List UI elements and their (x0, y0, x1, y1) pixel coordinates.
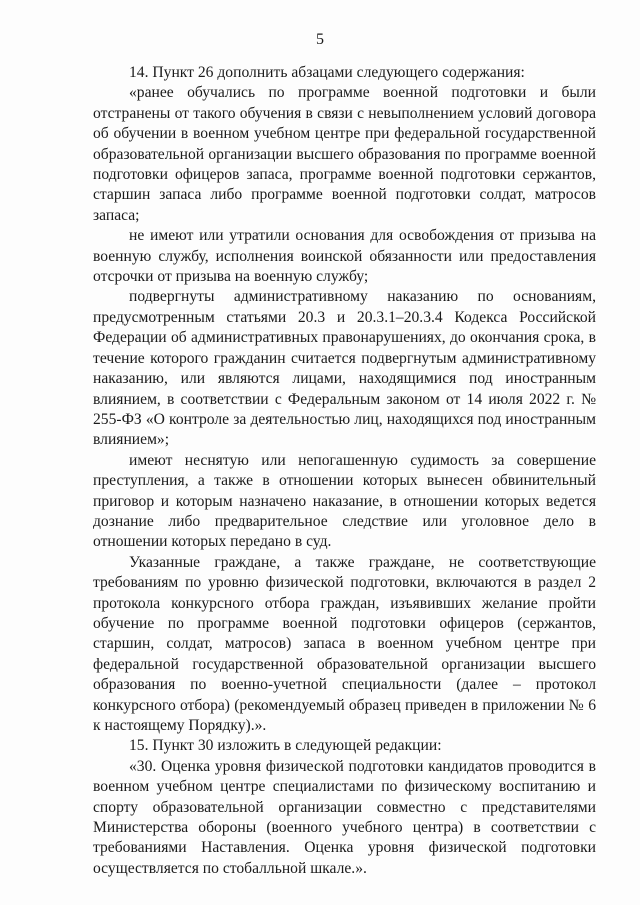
page-number: 5 (316, 31, 324, 48)
paragraph-criminal-record: имеют неснятую или непогашенную судимость за совершение преступления, а также в отношении которых вынесен обвинительный приговор и которым назначено наказание, в отношении которых ведется дознание либо предварительное следствие или уголовное дело в отношении которых передано в суд. (93, 451, 596, 551)
paragraph-item-30-text: «30. Оценка уровня физической подготовки кандидатов проводится в военном учебном центре специалистами по физическому воспитанию и спорту образовательной организации совместно с представителями Министерства обороны (военного учебного центра) в соответствии с требованиями Наставления. Оценка уровня физической подготовки осуществляется по стобалльной шкале.». (93, 757, 596, 877)
paragraph-protocol-section-2: Указанные граждане, а также граждане, не соответствующие требованиям по уровню физической подготовки, включаются в раздел 2 протокола конкурсного отбора граждан, изъявивших желание пройти обучение по программе военной подготовки офицеров (сержантов, старшин, солдат, матросов) запаса в военном учебном центре при федеральной государственной образовательной организации высшего образования по военно-учетной специальности (далее – протокол конкурсного отбора) (рекомендуемый образец приведен в приложении № 6 к настоящему Порядку).». (93, 553, 596, 734)
paragraph-item-14: 14. Пункт 26 дополнить абзацами следующего содержания: (129, 64, 525, 81)
paragraph-item-15: 15. Пункт 30 изложить в следующей редакции: (129, 737, 442, 755)
paragraph-no-exemption: не имеют или утратили основания для освобождения от призыва на военную службу, исполнения воинской обязанности или предоставления отсрочки от призыва на военную службу; (93, 227, 596, 286)
paragraph-quote-start: «ранее обучались по программе военной подготовки и были отстранены от такого обучения в связи с невыполнением условий договора об обучении в военном учебном центре при федеральной государственной образовательной организации высшего образования по программе военной подготовки офицеров запаса, программе военной подготовки сержантов, старшин запаса либо программе военной подготовки солдат, матросов запаса; (93, 84, 596, 224)
paragraph-administrative-penalty: подвергнуты административному наказанию по основаниям, предусмотренным статьями 20.3 и 20.3.1–20.3.4 Кодекса Российской Федерации об административных правонарушениях, до окончания срока, в течение которого гражданин считается подвергнутым административному наказанию, или являются лицами, находящимися под иностранным влиянием, в соответствии с Федеральным законом от 14 июля 2022 г. № 255-ФЗ «О контроле за деятельностью лиц, находящихся под иностранным влиянием»; (93, 288, 596, 449)
document-body (93, 63, 596, 879)
